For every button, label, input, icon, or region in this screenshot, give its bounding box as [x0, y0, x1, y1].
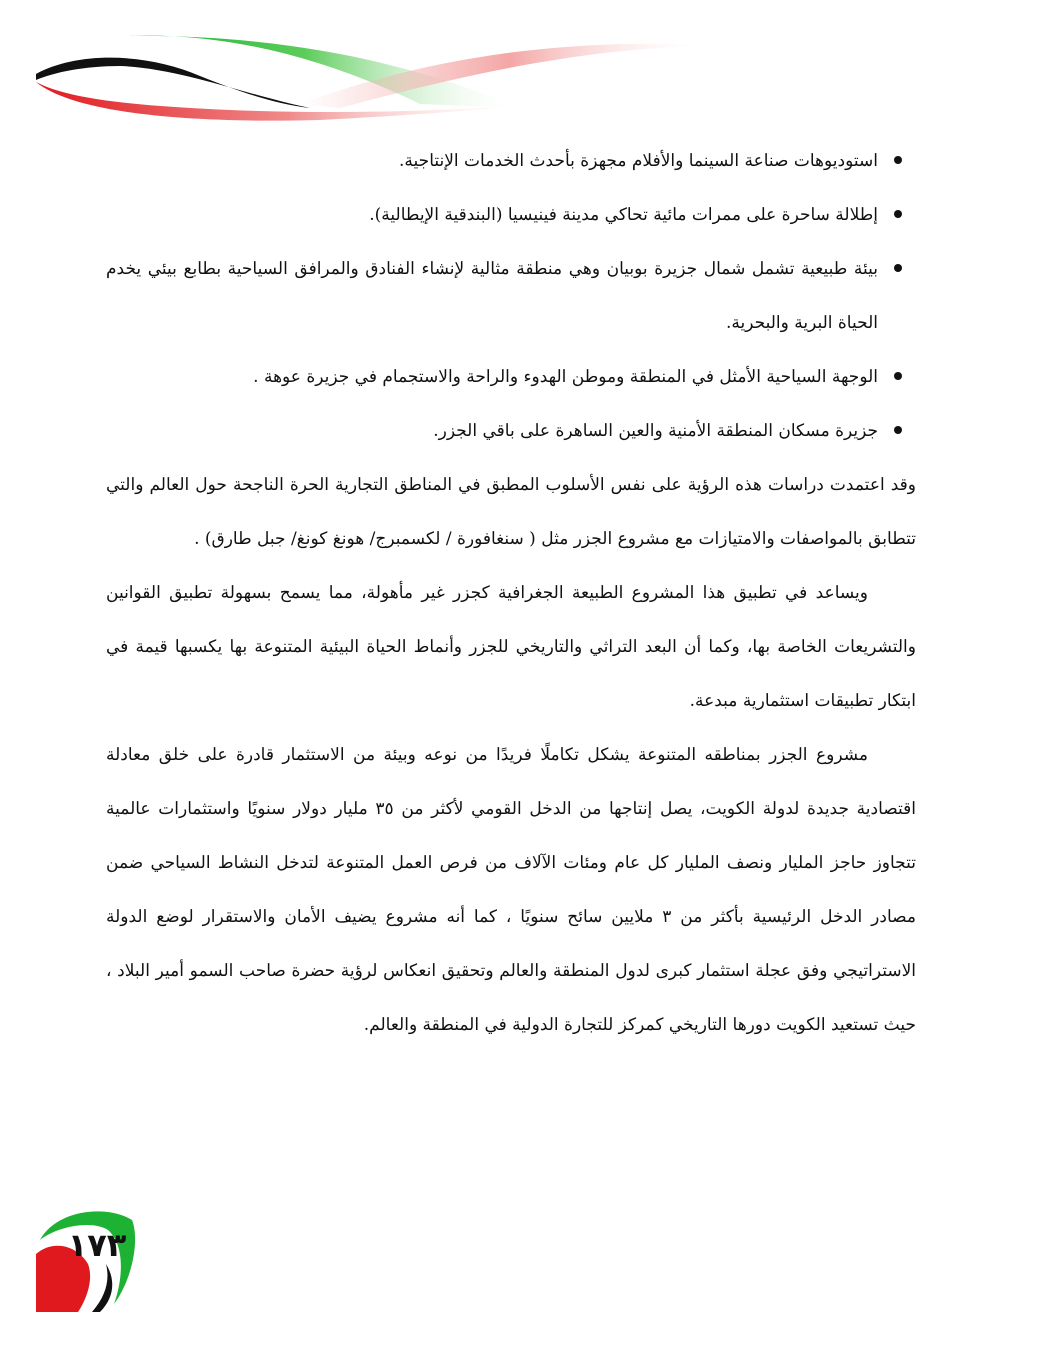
- header-flag-swoosh: [0, 0, 1062, 140]
- bullet-list: [106, 134, 916, 458]
- page-content: [106, 134, 916, 1052]
- badge-black-stroke: [92, 1264, 112, 1312]
- bullet-item: [106, 134, 916, 188]
- page-number: ١٧٣: [67, 1226, 127, 1264]
- bullet-icon: [894, 372, 902, 380]
- bullet-icon: [894, 264, 902, 272]
- bullet-text: جزيرة مسكان المنطقة الأمنية والعين الساهرة على باقي الجزر.: [433, 421, 878, 441]
- paragraph-geography: ويساعد في تطبيق هذا المشروع الطبيعة الجغرافية كجزر غير مأهولة، مما يسمح بسهولة تطبيق القوانين والتشريعات الخاصة بها، وكما أن البعد التراثي والتاريخي للجزر وأنماط الحياة البيئية المتنوعة بها يكسبها قيمة في ابتكار تطبيقات استثمارية مبدعة.: [106, 583, 916, 711]
- bullet-icon: [894, 426, 902, 434]
- bullet-item: [106, 188, 916, 242]
- bullet-text: بيئة طبيعية تشمل شمال جزيرة بوبيان وهي منطقة مثالية لإنشاء الفنادق والمرافق السياحية بطابع بيئي يخدم الحياة البرية والبحرية.: [106, 259, 878, 333]
- bullet-item: [106, 404, 916, 458]
- bullet-icon: [894, 156, 902, 164]
- bullet-text: إطلالة ساحرة على ممرات مائية تحاكي مدينة فينيسيا (البندقية الإيطالية).: [369, 205, 878, 225]
- bullet-text: الوجهة السياحية الأمثل في المنطقة وموطن الهدوء والراحة والاستجمام في جزيرة عوهة .: [253, 367, 878, 387]
- bullet-item: [106, 350, 916, 404]
- paragraph-project: مشروع الجزر بمناطقه المتنوعة يشكل تكاملًا فريدًا من نوعه وبيئة من الاستثمار قادرة على خلق معادلة اقتصادية جديدة لدولة الكويت، يصل إنتاجها من الدخل القومي لأكثر من ٣٥ مليار دولار سنويًا واستثمارات عالمية تتجاوز حاجز المليار ونصف المليار كل عام ومئات الآلاف من فرص العمل المتنوعة لتدخل النشاط السياحي ضمن مصادر الدخل الرئيسية بأكثر من ٣ ملايين سائح سنويًا ، كما أنه مشروع يضيف الأمان والاستقرار لوضع الدولة الاستراتيجي وفق عجلة استثمار كبرى لدول المنطقة والعالم وتحقيق انعكاس لرؤية حضرة صاحب السمو أمير البلاد ، حيث تستعيد الكويت دورها التاريخي كمركز للتجارة الدولية في المنطقة والعالم.: [106, 745, 916, 1035]
- bullet-text: استوديوهات صناعة السينما والأفلام مجهزة بأحدث الخدمات الإنتاجية.: [399, 151, 878, 171]
- bullet-icon: [894, 210, 902, 218]
- bullet-item: [106, 242, 916, 350]
- paragraph-studies: وقد اعتمدت دراسات هذه الرؤية على نفس الأسلوب المطبق في المناطق التجارية الحرة الناجحة حول العالم والتي تتطابق بالمواصفات والامتيازات مع مشروع الجزر مثل ( سنغافورة / لكسمبرج/ هونغ كونغ/ جبل طارق) .: [106, 475, 916, 549]
